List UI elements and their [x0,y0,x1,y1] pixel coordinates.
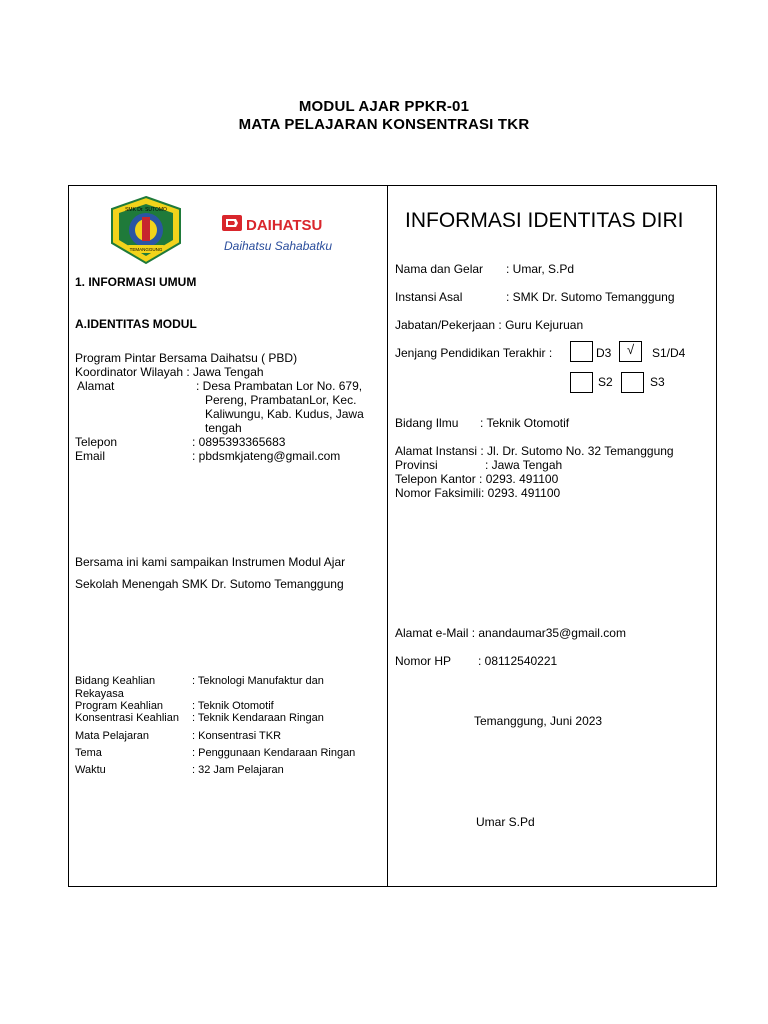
alamat-line-2: Pereng, PrambatanLor, Kec. [205,393,357,407]
telepon-value: : 0895393365683 [192,435,286,449]
alamat-instansi: Alamat Instansi : Jl. Dr. Sutomo No. 32 Temanggung [395,444,674,458]
check-mark-icon: √ [627,342,635,357]
alamat-line-4: tengah [205,421,242,435]
checkbox-s2[interactable] [570,372,593,393]
email-value: : pbdsmkjateng@gmail.com [192,449,341,463]
detail-label-waktu: Waktu [75,764,106,776]
bidang-ilmu-value: : Teknik Otomotif [480,416,570,430]
detail-value-tema: : Penggunaan Kendaraan Ringan [192,747,356,759]
program-name: Program Pintar Bersama Daihatsu ( PBD) [75,351,298,365]
jabatan: Jabatan/Pekerjaan : Guru Kejuruan [395,318,584,332]
detail-value-bidang: : Teknologi Manufaktur dan [192,675,324,687]
option-d3-label: D3 [596,346,612,360]
detail-value-program: : Teknik Otomotif [192,700,274,712]
signature-name: Umar S.Pd [476,815,535,829]
detail-label-tema: Tema [75,747,102,759]
detail-value-waktu: : 32 Jam Pelajaran [192,764,284,776]
instansi-label: Instansi Asal [395,290,463,304]
checkbox-s3[interactable] [621,372,644,393]
option-s1d4-label: S1/D4 [652,346,686,360]
alamat-line-3: Kaliwungu, Kab. Kudus, Jawa [205,407,364,421]
alamat-label: Alamat [77,379,115,393]
section-title-identitas-modul: A.IDENTITAS MODUL [75,317,197,331]
detail-label-rekayasa: Rekayasa [75,688,124,700]
provinsi-label: Provinsi [395,458,438,472]
koordinator-wilayah: Koordinator Wilayah : Jawa Tengah [75,365,264,379]
svg-text:TEMANGGUNG: TEMANGGUNG [129,247,163,252]
detail-label-bidang: Bidang Keahlian [75,675,156,687]
detail-value-mapel: : Konsentrasi TKR [192,730,282,742]
nomor-faksimili: Nomor Faksimili: 0293. 491100 [395,486,561,500]
daihatsu-logo [222,214,346,261]
place-date: Temanggung, Juni 2023 [474,714,603,728]
svg-text:SMK Dr. SUTOMO: SMK Dr. SUTOMO [125,207,167,213]
right-title: INFORMASI IDENTITAS DIRI [405,209,684,232]
nomor-hp-value: : 08112540221 [478,654,558,668]
intro-line-2: Sekolah Menengah SMK Dr. Sutomo Temanggung [75,577,344,591]
intro-line-1: Bersama ini kami sampaikan Instrumen Modul Ajar [75,555,346,569]
svg-text:Daihatsu Sahabatku: Daihatsu Sahabatku [224,239,333,253]
checkbox-d3[interactable] [570,341,593,362]
detail-label-mapel: Mata Pelajaran [75,730,149,742]
jenjang-label: Jenjang Pendidikan Terakhir : [395,346,553,360]
email-label: Email [75,449,106,463]
document-subtitle: MATA PELAJARAN KONSENTRASI TKR [238,116,530,133]
telepon-kantor: Telepon Kantor : 0293. 491100 [395,472,559,486]
school-logo [108,195,184,265]
option-s2-label: S2 [598,375,613,389]
telepon-label: Telepon [75,435,118,449]
nomor-hp-label: Nomor HP [395,654,452,668]
svg-text:DAIHATSU: DAIHATSU [246,217,323,234]
section-title-informasi-umum: 1. INFORMASI UMUM [75,275,197,289]
bidang-ilmu-label: Bidang Ilmu [395,416,459,430]
nama-value: : Umar, S.Pd [506,262,575,276]
detail-value-konsentrasi: : Teknik Kendaraan Ringan [192,712,324,724]
nama-label: Nama dan Gelar [395,262,484,276]
column-divider [387,185,388,887]
document-title: MODUL AJAR PPKR-01 [298,98,470,115]
option-s3-label: S3 [650,375,665,389]
detail-label-program: Program Keahlian [75,700,164,712]
detail-label-konsentrasi: Konsentrasi Keahlian [75,712,179,724]
provinsi-value: : Jawa Tengah [485,458,563,472]
alamat-email: Alamat e-Mail : anandaumar35@gmail.com [395,626,626,640]
alamat-line-1: : Desa Prambatan Lor No. 679, [196,379,363,393]
instansi-value: : SMK Dr. Sutomo Temanggung [506,290,675,304]
